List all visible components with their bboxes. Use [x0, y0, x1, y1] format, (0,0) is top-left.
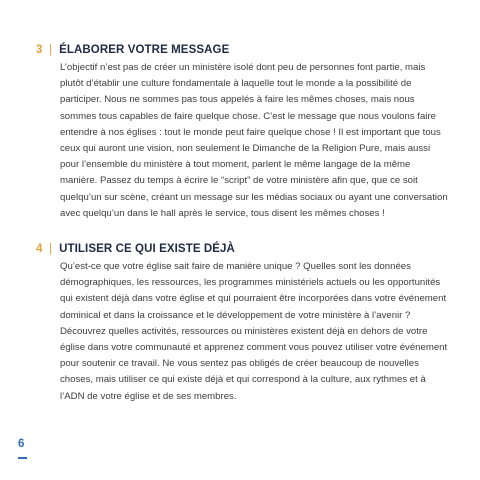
page-number: 6 — [18, 438, 25, 450]
section-3 — [36, 43, 448, 222]
section-number: 3 — [36, 44, 43, 56]
page-number-underline — [18, 457, 27, 459]
heading-separator: | — [49, 44, 53, 56]
section-body: L’objectif n’est pas de créer un ministère isolé dont peu de personnes font partie, mais plutôt d’établir une culture fondamentale à laquelle tout le monde a la possibilité de participer. Nous ne sommes pas tous appelés à faire les mêmes choses, mais nous sommes tous capables de faire quelque chose. C’est le message que nous voulons faire entendre à nos églises : tout le monde peut faire quelque chose ! Il est important que tous ceux qui auront une vision, non seulement le Dimanche de la Religion Pure, mais aussi pour l’ensemble du ministère à tout moment, parlent le même langage de la même manière. Passez du temps à écrire le “script” de votre ministère afin que, que ce soit quelqu’un sur scène, créant un message sur les médias sociaux ou ayant une conversation avec quelqu’un dans le hall après le service, tous disent les mêmes choses ! — [60, 62, 448, 219]
section-title: UTILISER CE QUI EXISTE DÉJÀ — [59, 243, 235, 255]
heading-separator: | — [49, 243, 53, 255]
section-body: Qu’est-ce que votre église sait faire de manière unique ? Quelles sont les données démographiques, les ressources, les programmes ministériels actuels ou les opportunités qui existent déjà dans votre église et qui pourraient être incorporées dans votre événement dominical et dans la croissance et le développement de votre ministère à l’avenir ? Découvrez quelles activités, ressources ou ministères existent déjà en dehors de votre église dans votre communauté et apprenez comment vous pouvez utiliser votre événement pour soutenir ce travail. Ne vous sentez pas obligés de créer beaucoup de nouvelles choses, mais utiliser ce qui existe déjà et qui correspond à la culture, aux rythmes et à l’ADN de votre église et de ses membres. — [60, 261, 448, 402]
section-number: 4 — [36, 243, 43, 255]
section-title: ÉLABORER VOTRE MESSAGE — [59, 44, 230, 56]
section-heading — [36, 43, 448, 57]
section-4 — [36, 242, 448, 405]
section-heading — [36, 242, 448, 256]
